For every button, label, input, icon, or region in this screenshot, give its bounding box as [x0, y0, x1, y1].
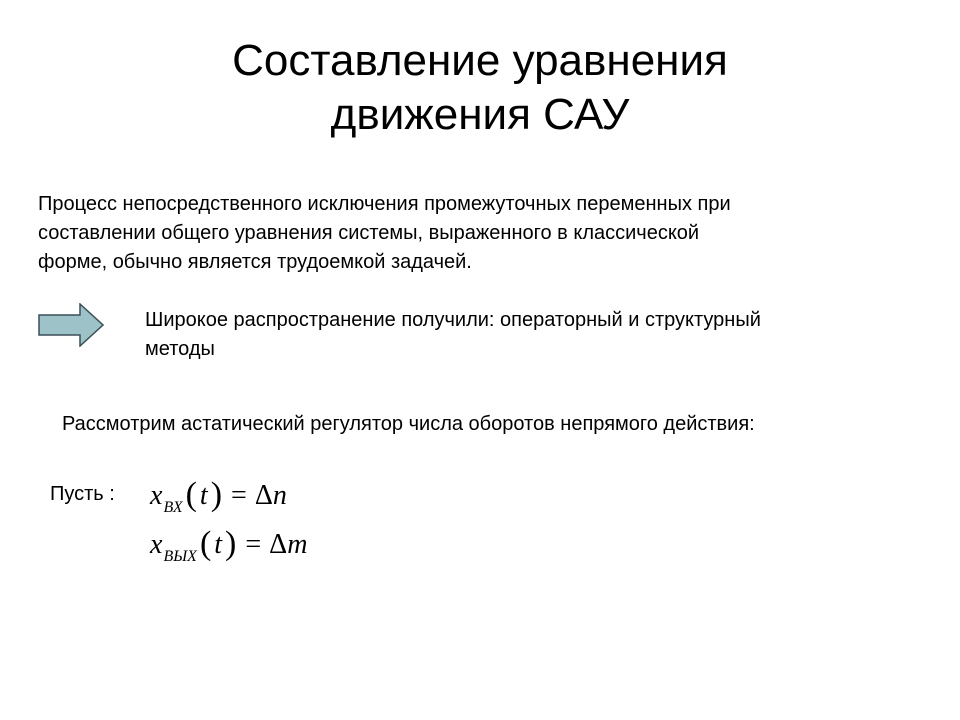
- formula-output: [150, 523, 307, 569]
- formula-input-subscript: ВХ: [163, 499, 183, 516]
- formula-output-rhs: m: [287, 529, 308, 560]
- formula-input: [150, 474, 287, 520]
- formula-input-arg: t: [199, 480, 208, 511]
- formula-input-delta: Δ: [254, 480, 273, 511]
- formula-output-arg: t: [214, 529, 223, 560]
- intro-paragraph: [38, 190, 918, 277]
- formula-output-subscript: ВЫХ: [163, 548, 197, 565]
- right-arrow-icon: [38, 303, 104, 347]
- formula-input-close-paren: ): [210, 476, 223, 513]
- methods-line-2: методы: [145, 338, 215, 360]
- intro-line-3: форме, обычно является трудоемкой задачей.: [38, 251, 472, 273]
- methods-line-1: Широкое распространение получили: операторный и структурный: [145, 309, 761, 331]
- formula-output-delta: Δ: [269, 529, 288, 560]
- slide-title: [80, 34, 880, 142]
- formula-input-rhs: n: [272, 480, 287, 511]
- intro-line-2: составлении общего уравнения системы, выраженного в классической: [38, 222, 700, 244]
- formula-input-equals: =: [231, 480, 247, 511]
- let-label: Пусть :: [50, 483, 115, 505]
- formula-input-open-paren: (: [185, 476, 197, 513]
- methods-paragraph: [145, 306, 905, 364]
- formula-output-close-paren: ): [225, 525, 237, 562]
- consider-paragraph: Рассмотрим астатический регулятор числа оборотов непрямого действия:: [62, 413, 755, 435]
- formula-input-var: x: [150, 480, 163, 511]
- formula-output-var: x: [150, 529, 163, 560]
- formula-output-equals: =: [245, 529, 262, 560]
- intro-line-1: Процесс непосредственного исключения промежуточных переменных при: [38, 193, 731, 215]
- slide-title-line-1: Составление уравнения: [232, 36, 728, 85]
- slide-title-line-2: движения САУ: [330, 90, 630, 139]
- formula-output-open-paren: (: [199, 525, 212, 562]
